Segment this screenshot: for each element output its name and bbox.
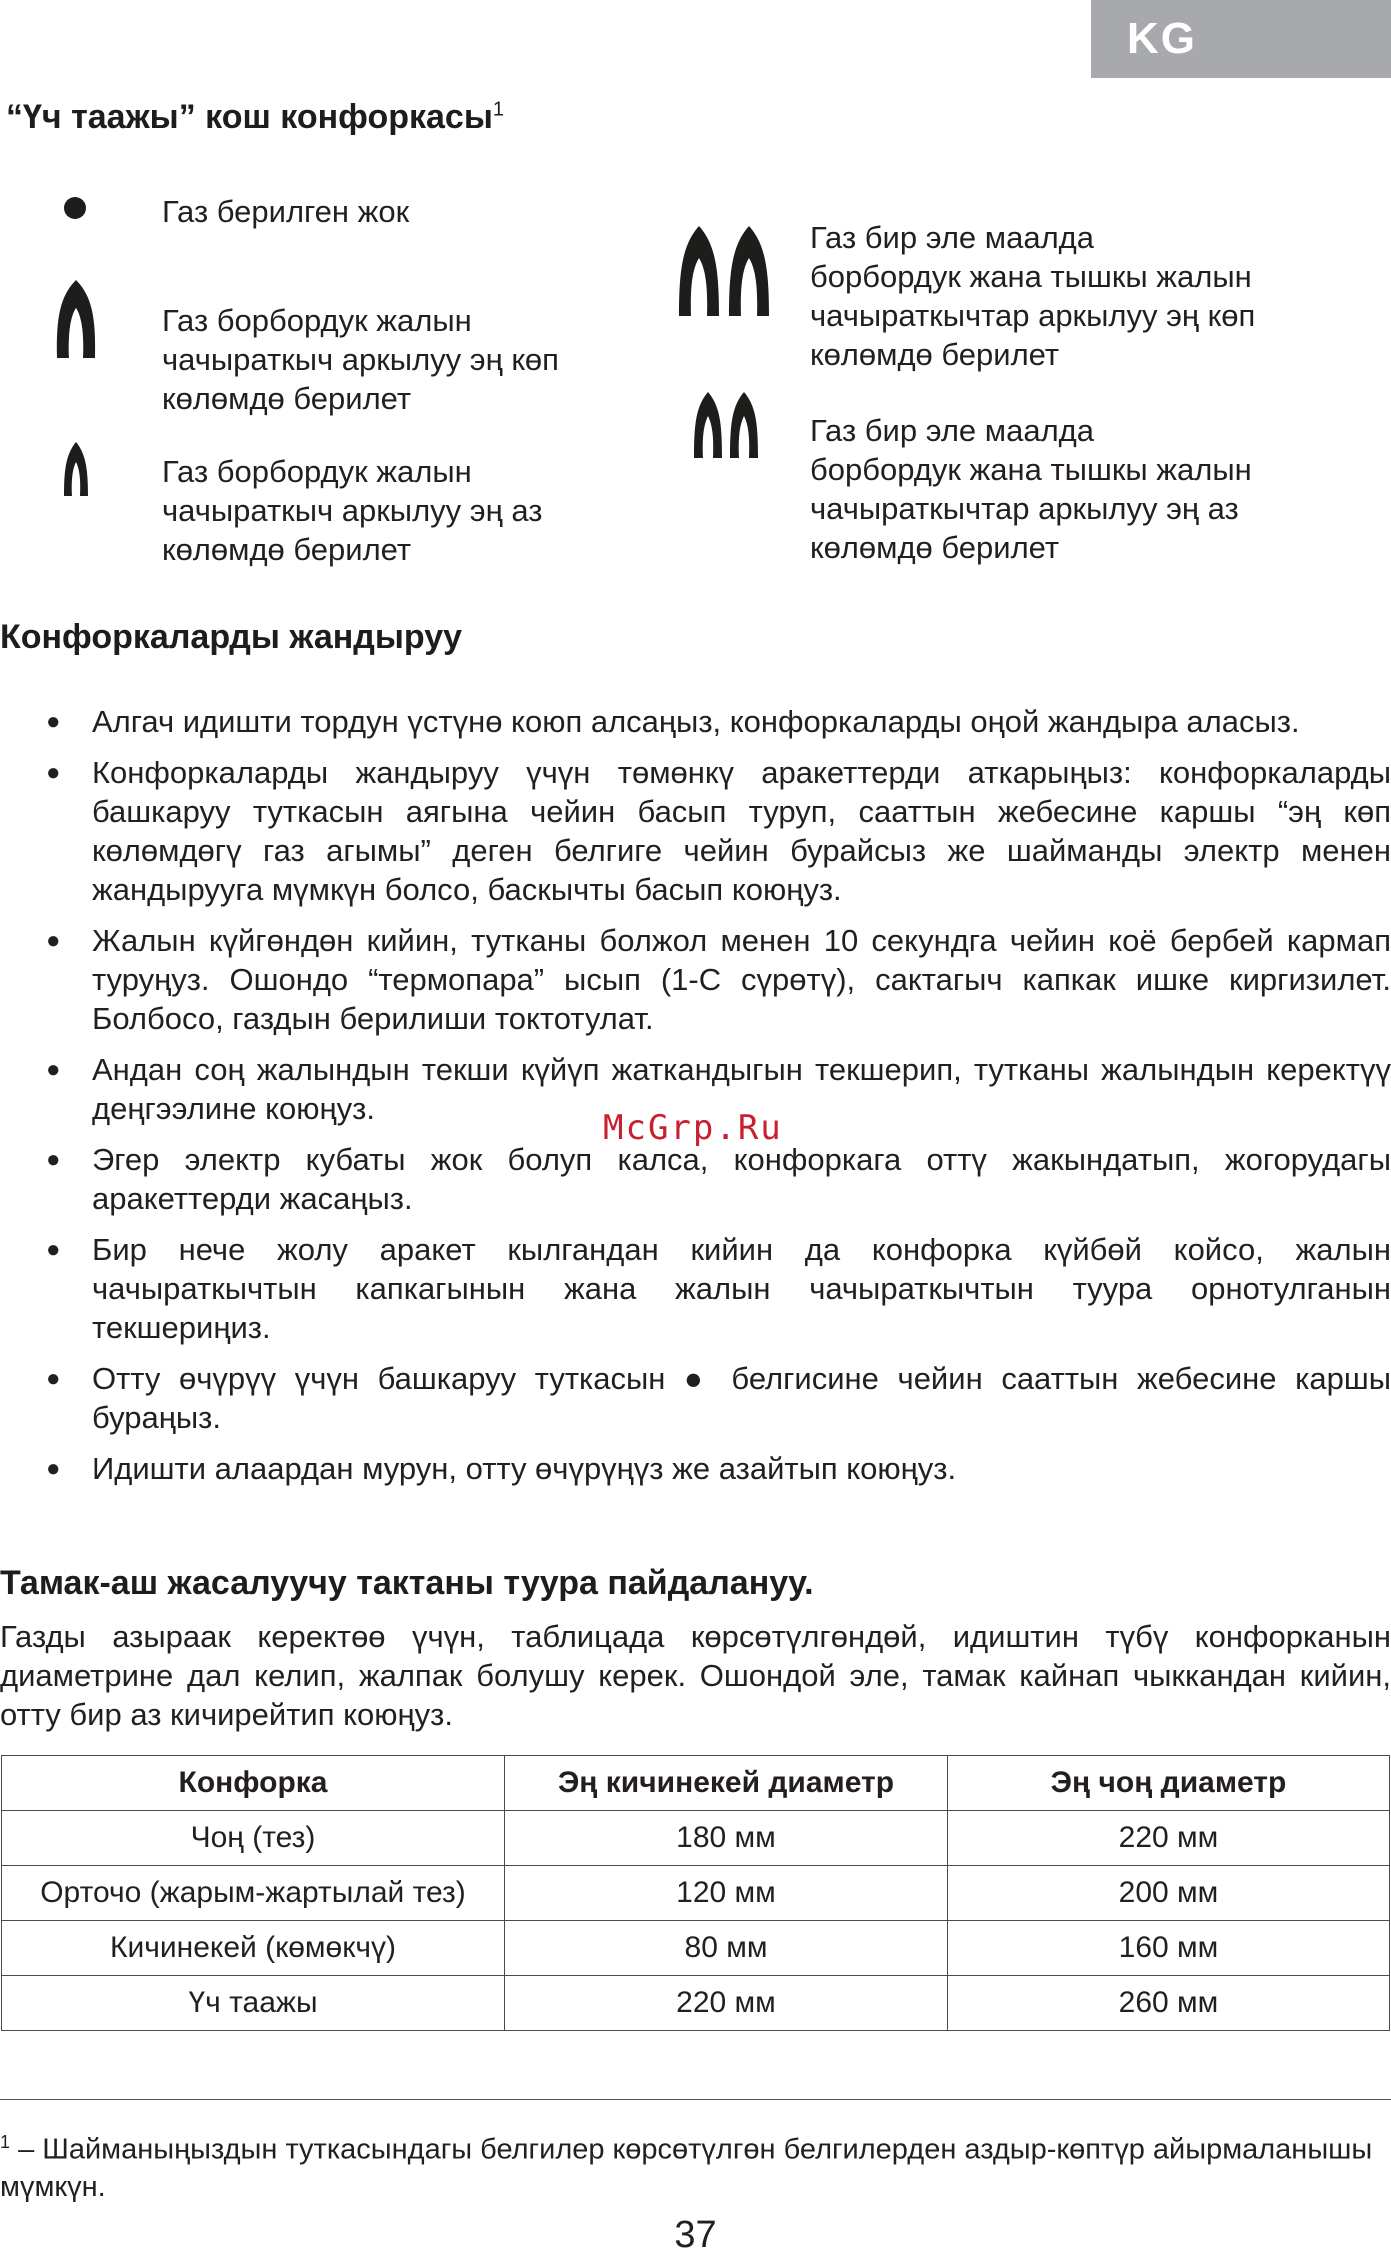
legend-center-min-text: Газ борбордук жалын чачыраткыч аркылуу эң аз көлөмдө берилет xyxy=(162,454,543,567)
table-cell: 80 мм xyxy=(505,1921,948,1976)
cookware-paragraph: Газды азыраак керектөө үчүн, таблицада көрсөтүлгөндөй, идиштин түбү конфорканын диаметрине дал келип, жалпак болушу керек. Ошондой эле, тамак кайнап чыккандан кийин, отту бир аз кичирейтип коюңуз. xyxy=(0,1619,1391,1732)
table-cell: Үч таажы xyxy=(2,1976,505,2031)
footnote-divider xyxy=(0,2099,1391,2100)
column-header: Эң кичинекей диаметр xyxy=(505,1756,948,1811)
double-flame-large-icon xyxy=(677,224,772,318)
flame-small-icon xyxy=(62,440,90,498)
table-row xyxy=(2,1811,1390,1866)
flame-section-title: “Үч таажы” кош конфоркасы$^1$ xyxy=(6,98,504,136)
table-cell: Чоң (тез) xyxy=(2,1811,505,1866)
ignition-title: Конфоркаларды жандыруу xyxy=(0,618,463,656)
ignition-bullets xyxy=(0,702,1391,1500)
dot-icon xyxy=(64,197,86,219)
flame-large-icon xyxy=(54,278,98,360)
watermark: McGrp.Ru xyxy=(603,1108,783,1148)
legend-dual-max-text: Газ бир эле маалда борбордук жана тышкы жалын чачыраткычтар аркылуу эң көп көлөмдө берилет xyxy=(810,220,1256,372)
table-cell: Орточо (жарым-жартылай тез) xyxy=(2,1866,505,1921)
list-item: ● Конфоркаларды жандыруу үчүн төмөнкү аракеттерди аткарыңыз: конфоркаларды башкаруу туткасын аягына чейин басып туруп, сааттын жебесине каршы “эң көп көлөмдөгү газ агымы” деген белгиге чейин бурайсыз же шайманды электр менен жандырууга мүмкүн болсо, баскычты басып коюңуз. xyxy=(0,753,1391,909)
legend-no-gas-text: Газ берилген жок xyxy=(162,194,410,229)
diameter-table xyxy=(1,1755,1390,2031)
footnote-marker: 1 xyxy=(0,2132,11,2152)
footnote xyxy=(0,2124,1391,2206)
table-cell: 260 мм xyxy=(948,1976,1390,2031)
language-tab: KG xyxy=(1091,0,1391,78)
list-item: ● Андан соң жалындын текши күйүп жаткандыгын текшерип, тутканы жалындын керектүү деңгээлине коюңуз. xyxy=(0,1050,1391,1128)
table-cell: 220 мм xyxy=(505,1976,948,2031)
table-cell: 220 мм xyxy=(948,1811,1390,1866)
table-row xyxy=(2,1921,1390,1976)
table-row xyxy=(2,1866,1390,1921)
table-cell: 120 мм xyxy=(505,1866,948,1921)
double-flame-small-icon xyxy=(692,390,762,460)
list-item: ● Жалын күйгөндөн кийин, тутканы болжол менен 10 секундга чейин коё бербей кармап туруңуз. Ошондо “термопара” ысып (1-С сүрөтү), сактагыч капкак ишке киргизилет. Болбосо, газдын берилиши токтотулат. xyxy=(0,921,1391,1038)
table-cell: 180 мм xyxy=(505,1811,948,1866)
table-row xyxy=(2,1976,1390,2031)
table-header-row xyxy=(2,1756,1390,1811)
table-cell: 200 мм xyxy=(948,1866,1390,1921)
list-item: ● Идишти алаардан мурун, отту өчүрүңүз же азайтып коюңуз. xyxy=(0,1449,1391,1488)
list-item: ● Эгер электр кубаты жок болуп калса, конфоркага оттү жакындатып, жогорудагы аракеттерди жасаңыз. xyxy=(0,1140,1391,1218)
table-cell: Кичинекей (көмөкчү) xyxy=(2,1921,505,1976)
list-item: ● Отту өчүрүү үчүн башкаруу туткасын ● белгисине чейин сааттын жебесине каршы бураңыз. xyxy=(0,1359,1391,1437)
column-header: Эң чоң диаметр xyxy=(948,1756,1390,1811)
footnote-text: – Шайманыңыздын туткасындагы белгилер көрсөтүлгөн белгилерден аздыр-көптүр айырмаланышы мүмкүн. xyxy=(0,2133,1373,2203)
list-item: ● Алгач идишти тордун үстүнө коюп алсаңыз, конфоркаларды оңой жандыра аласыз. xyxy=(0,702,1391,741)
legend-dual-min-text: Газ бир эле маалда борбордук жана тышкы жалын чачыраткычтар аркылуу эң аз көлөмдө берилет xyxy=(810,413,1252,565)
column-header: Конфорка xyxy=(2,1756,505,1811)
page-number: 37 xyxy=(674,2214,717,2256)
table-cell: 160 мм xyxy=(948,1921,1390,1976)
cookware-title: Тамак-аш жасалуучу тактаны туура пайдалануу. xyxy=(0,1564,814,1602)
list-item: ● Бир нече жолу аракет кылгандан кийин да конфорка күйбөй койсо, жалын чачыраткычтын капкагынын жана жалын чачыраткычтын туура орнотулганын текшериңиз. xyxy=(0,1230,1391,1347)
legend-center-max-text: Газ борбордук жалын чачыраткыч аркылуу эң көп көлөмдө берилет xyxy=(162,303,559,416)
